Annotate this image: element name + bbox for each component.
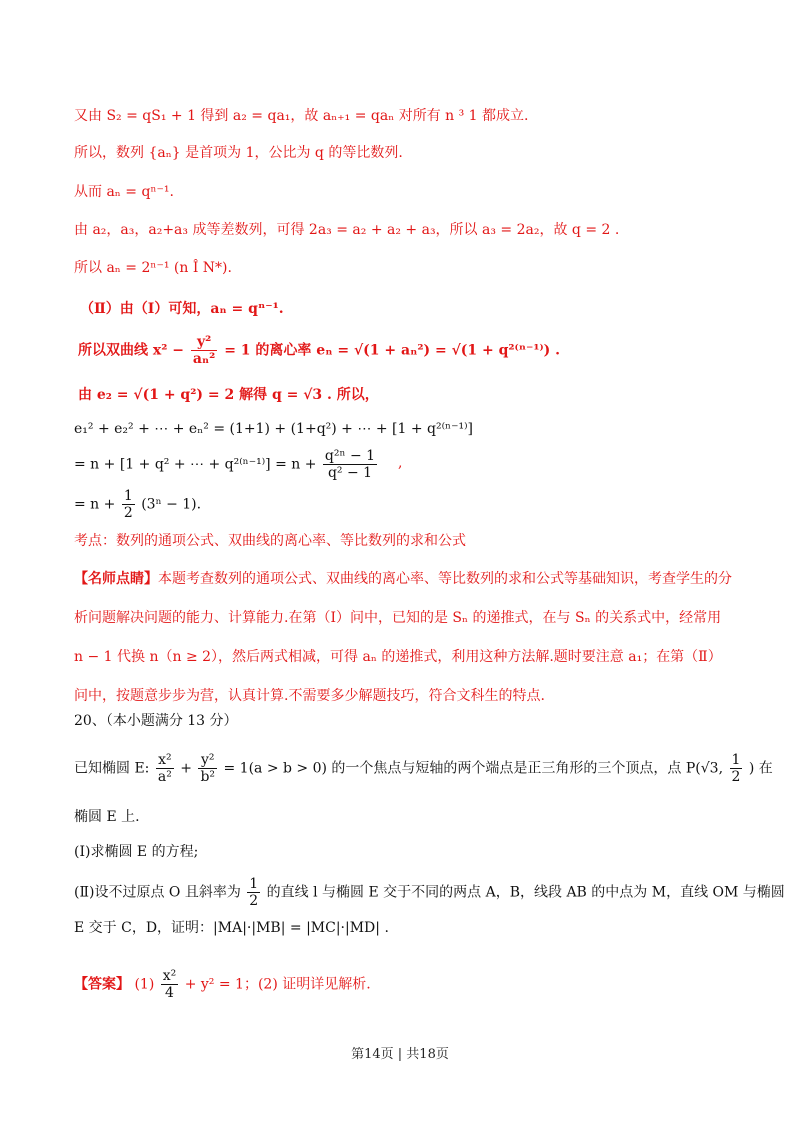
sum-line-2-pre: = n + [1 + q² + ⋯ + q²⁽ⁿ⁻¹⁾] = n + xyxy=(74,456,317,473)
statement-end: ) 在 xyxy=(748,760,773,777)
solution-line-1: 又由 S₂ = qS₁ + 1 得到 a₂ = qa₁，故 aₙ₊₁ = qaₙ 对所有 n ³ 1 都成立. xyxy=(74,108,529,124)
sum-line-3-post: (3ⁿ − 1). xyxy=(141,496,202,513)
point-fraction-den: 2 xyxy=(731,769,741,785)
answer-label: 【答案】 xyxy=(74,976,130,993)
page-footer: 第14页 | 共18页 xyxy=(351,1047,449,1062)
sum-line-1: e₁² + e₂² + ⋯ + eₙ² = (1+1) + (1+q²) + ⋯ + [1 + q²⁽ⁿ⁻¹⁾] xyxy=(74,421,473,437)
teacher-comment-label: 【名师点睛】 xyxy=(74,571,158,587)
ellipse-fraction-y-den: b² xyxy=(200,769,216,785)
statement-pre: 已知椭圆 E: xyxy=(74,760,150,777)
statement-mid: = 1(a > b > 0) 的一个焦点与短轴的两个端点是正三角形的三个顶点，点 P(√3, xyxy=(223,760,724,777)
point-fraction-num: 1 xyxy=(731,752,741,768)
ellipse-fraction-y xyxy=(198,752,217,785)
ellipse-fraction-x-num: x² xyxy=(156,752,174,769)
part2-ecc-post: = 1 的离心率 eₙ = √(1 + aₙ²) = √(1 + q²⁽ⁿ⁻¹⁾) . xyxy=(224,342,561,359)
answer-fraction xyxy=(161,968,179,1001)
part2-solve-q: 由 e₂ = √(1 + q²) = 2 解得 q = √3 . 所以， xyxy=(78,387,379,403)
sum-line-3 xyxy=(74,488,201,521)
slope-fraction-num: 1 xyxy=(249,876,259,892)
teacher-comment xyxy=(74,560,734,716)
solution-line-5: 所以 aₙ = 2ⁿ⁻¹ (n Î N*). xyxy=(74,260,232,276)
point-fraction xyxy=(730,752,743,785)
answer-fraction-den: 4 xyxy=(165,985,174,1001)
sum-line-2-num: q²ⁿ − 1 xyxy=(324,448,376,464)
solution-line-4: 由 a₂，a₃，a₂+a₃ 成等差数列，可得 2a₃ = a₂ + a₂ + a₃，所以 a₃ = 2a₂，故 q = 2 . xyxy=(74,222,620,238)
problem-20-header: 20、（本小题满分 13 分） xyxy=(74,713,238,729)
solution-line-2: 所以，数列 {aₙ} 是首项为 1，公比为 q 的等比数列. xyxy=(74,145,403,161)
stray-mark: , xyxy=(398,455,403,471)
solution-line-3: 从而 aₙ = qⁿ⁻¹. xyxy=(74,184,174,200)
answer-fraction-num: x² xyxy=(162,968,177,984)
part2-ecc-fraction-num: y² xyxy=(191,334,217,351)
sum-line-3-den: 2 xyxy=(123,505,133,521)
part2-ecc-fraction xyxy=(191,334,217,367)
slope-fraction xyxy=(247,876,260,909)
problem-20-statement-line-2: 椭圆 E 上. xyxy=(74,809,140,825)
statement-plus: + xyxy=(180,760,192,777)
question-2-line-2: E 交于 C，D，证明：|MA|·|MB| = |MC|·|MD| . xyxy=(74,920,389,936)
part2-ecc-fraction-den: aₙ² xyxy=(192,351,216,367)
slope-fraction-den: 2 xyxy=(249,893,259,909)
question-2-pre: (Ⅱ)设不过原点 O 且斜率为 xyxy=(74,884,241,901)
sum-line-3-pre: = n + xyxy=(74,496,116,513)
answer-post: + y² = 1；(2) 证明详见解析. xyxy=(184,976,371,993)
part2-eccentricity xyxy=(78,334,560,367)
ellipse-fraction-x-den: a² xyxy=(157,769,172,785)
question-1: (Ⅰ)求椭圆 E 的方程; xyxy=(74,844,199,860)
question-2-post: 的直线 l 与椭圆 E 交于不同的两点 A，B，线段 AB 的中点为 M，直线 OM 与椭圆 xyxy=(266,884,785,901)
sum-line-2-den: q² − 1 xyxy=(327,465,373,481)
part2-ecc-pre: 所以双曲线 x² − xyxy=(78,342,184,359)
answer-line xyxy=(74,968,371,1001)
sum-line-2-fraction xyxy=(323,448,377,481)
question-2 xyxy=(74,876,785,909)
teacher-comment-body: 本题考查数列的通项公式、双曲线的离心率、等比数列的求和公式等基础知识，考查学生的分析问题解决问题的能力、计算能力.在第（Ⅰ）问中，已知的是 Sₙ 的递推式，在与 Sₙ 的关系式中，经常用 n − 1 代换 n（n ≥ 2），然后两式相减，可得 aₙ 的递推式，利用这种方法解.题时要注意 a₁；在第（Ⅱ）问中，按题意步步为营，认真计算.不需要多少解题技巧，符合文科生的特点. xyxy=(74,571,732,704)
problem-20-statement xyxy=(74,752,773,785)
ellipse-fraction-x xyxy=(156,752,174,785)
sum-line-3-num: 1 xyxy=(123,488,133,504)
ellipse-fraction-y-num: y² xyxy=(198,752,217,769)
sum-line-2 xyxy=(74,448,379,481)
sum-line-3-fraction xyxy=(122,488,135,521)
part2-intro: （Ⅱ）由（Ⅰ）可知，aₙ = qⁿ⁻¹. xyxy=(80,301,284,317)
kaodian-line: 考点：数列的通项公式、双曲线的离心率、等比数列的求和公式 xyxy=(74,533,466,549)
answer-pre: (1) xyxy=(134,976,155,993)
